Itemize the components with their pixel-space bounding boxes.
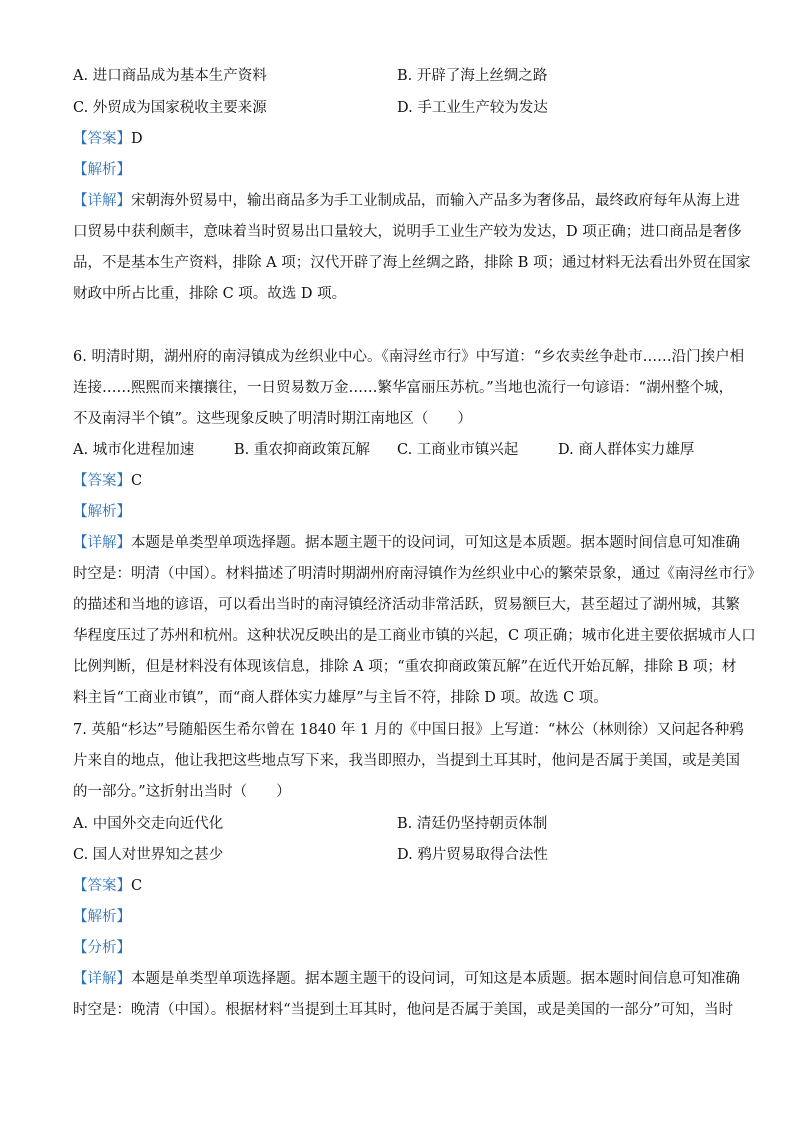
q6-option-d: D. 商人群体实力雄厚 bbox=[558, 442, 695, 458]
q5-answer bbox=[73, 129, 143, 149]
q5-detail-line-1 bbox=[73, 191, 740, 211]
q7-option-d: D. 鸦片贸易取得合法性 bbox=[397, 847, 548, 863]
answer-value: C bbox=[131, 473, 143, 489]
q7-analysis2-tag: 【分析】 bbox=[73, 940, 131, 956]
answer-value: C bbox=[131, 878, 143, 894]
q6-detail-line-1 bbox=[73, 533, 740, 553]
q5-detail-line-2: 口贸易中获利颇丰，意味着当时贸易出口量较大，说明手工业生产较为发达，D 项正确；进口商品是奢侈 bbox=[73, 224, 742, 240]
q5-detail-line-3: 品，不是基本生产资料，排除 A 项；汉代开辟了海上丝绸之路，排除 B 项；通过材料无法看出外贸在国家 bbox=[73, 255, 751, 271]
q7-option-a: A. 中国外交走向近代化 bbox=[73, 816, 224, 832]
q7-stem-line-3: 的一部分。”这折射出当时（ ） bbox=[73, 784, 291, 800]
q6-option-b: B. 重农抑商政策瓦解 bbox=[234, 442, 370, 458]
q5-option-c: C. 外贸成为国家税收主要来源 bbox=[73, 100, 267, 116]
q7-detail-line-1 bbox=[73, 969, 740, 989]
detail-text: 本题是单类型单项选择题。据本题主题干的设问词，可知这是本质题。据本题时间信息可知准确 bbox=[131, 535, 740, 551]
q6-stem-line-2: 连接……熙熙而来攘攘往，一日贸易数万金……繁华富丽压苏杭。”当地也流行一句谚语：“湖州整个城， bbox=[73, 380, 734, 396]
answer-tag: 【答案】 bbox=[73, 131, 131, 147]
answer-tag: 【答案】 bbox=[73, 878, 131, 894]
detail-tag: 【详解】 bbox=[73, 971, 131, 987]
detail-text: 宋朝海外贸易中，输出商品多为手工业制成品，而输入产品多为奢侈品，最终政府每年从海上进 bbox=[131, 193, 740, 209]
q7-stem-line-1: 7. 英船“杉达”号随船医生希尔曾在 1840 年 1 月的《中国日报》上写道：“林公（林则徐）又问起各种鸦 bbox=[73, 722, 744, 738]
q6-analysis-tag: 【解析】 bbox=[73, 504, 131, 520]
answer-tag: 【答案】 bbox=[73, 473, 131, 489]
q6-stem-line-1: 6. 明清时期，湖州府的南浔镇成为丝织业中心。《南浔丝市行》中写道：“乡农卖丝争赴市……沿门挨户相 bbox=[73, 349, 745, 365]
q5-option-b: B. 开辟了海上丝绸之路 bbox=[397, 68, 548, 84]
q5-option-d: D. 手工业生产较为发达 bbox=[397, 100, 548, 116]
q6-detail-line-3: 的描述和当地的谚语，可以看出当时的南浔镇经济活动非常活跃，贸易额巨大，甚至超过了湖州城，其繁 bbox=[73, 597, 740, 613]
q6-stem-line-3: 不及南浔半个镇”。这些现象反映了明清时期江南地区（ ） bbox=[73, 411, 472, 427]
detail-tag: 【详解】 bbox=[73, 535, 131, 551]
q7-option-b: B. 清廷仍坚持朝贡体制 bbox=[397, 816, 548, 832]
q7-detail-line-2: 时空是：晚清（中国）。根据材料“当提到土耳其时，他问是否属于美国，或是美国的一部分”可知，当时 bbox=[73, 1002, 734, 1018]
q6-answer bbox=[73, 471, 142, 491]
detail-tag: 【详解】 bbox=[73, 193, 131, 209]
q6-detail-line-5: 比例判断，但是材料没有体现该信息，排除 A 项；“重农抑商政策瓦解”在近代开始瓦解，排除 B 项；材 bbox=[73, 659, 737, 675]
q7-stem-line-2: 片来自的地点，他让我把这些地点写下来，我当即照办，当提到土耳其时，他问是否属于美国，或是美国 bbox=[73, 753, 740, 769]
q7-analysis-tag: 【解析】 bbox=[73, 909, 131, 925]
q7-option-c: C. 国人对世界知之甚少 bbox=[73, 847, 224, 863]
q6-detail-line-6: 料主旨“工商业市镇”，而“商人群体实力雄厚”与主旨不符，排除 D 项。故选 C 项。 bbox=[73, 690, 608, 706]
q6-option-a: A. 城市化进程加速 bbox=[73, 442, 195, 458]
answer-value: D bbox=[131, 131, 143, 147]
q5-detail-line-4: 财政中所占比重，排除 C 项。故选 D 项。 bbox=[73, 286, 347, 302]
detail-text: 本题是单类型单项选择题。据本题主题干的设问词，可知这是本质题。据本题时间信息可知准确 bbox=[131, 971, 740, 987]
q6-detail-line-2: 时空是：明清（中国）。材料描述了明清时期湖州府南浔镇作为丝织业中心的繁荣景象，通过《南浔丝市行》 bbox=[73, 566, 762, 582]
q6-detail-line-4: 华程度压过了苏州和杭州。这种状况反映出的是工商业市镇的兴起，C 项正确；城市化进主要依据城市人口 bbox=[73, 628, 756, 644]
q6-option-c: C. 工商业市镇兴起 bbox=[397, 442, 519, 458]
q7-answer bbox=[73, 876, 142, 896]
q5-analysis-tag: 【解析】 bbox=[73, 162, 131, 178]
q5-option-a: A. 进口商品成为基本生产资料 bbox=[73, 68, 267, 84]
